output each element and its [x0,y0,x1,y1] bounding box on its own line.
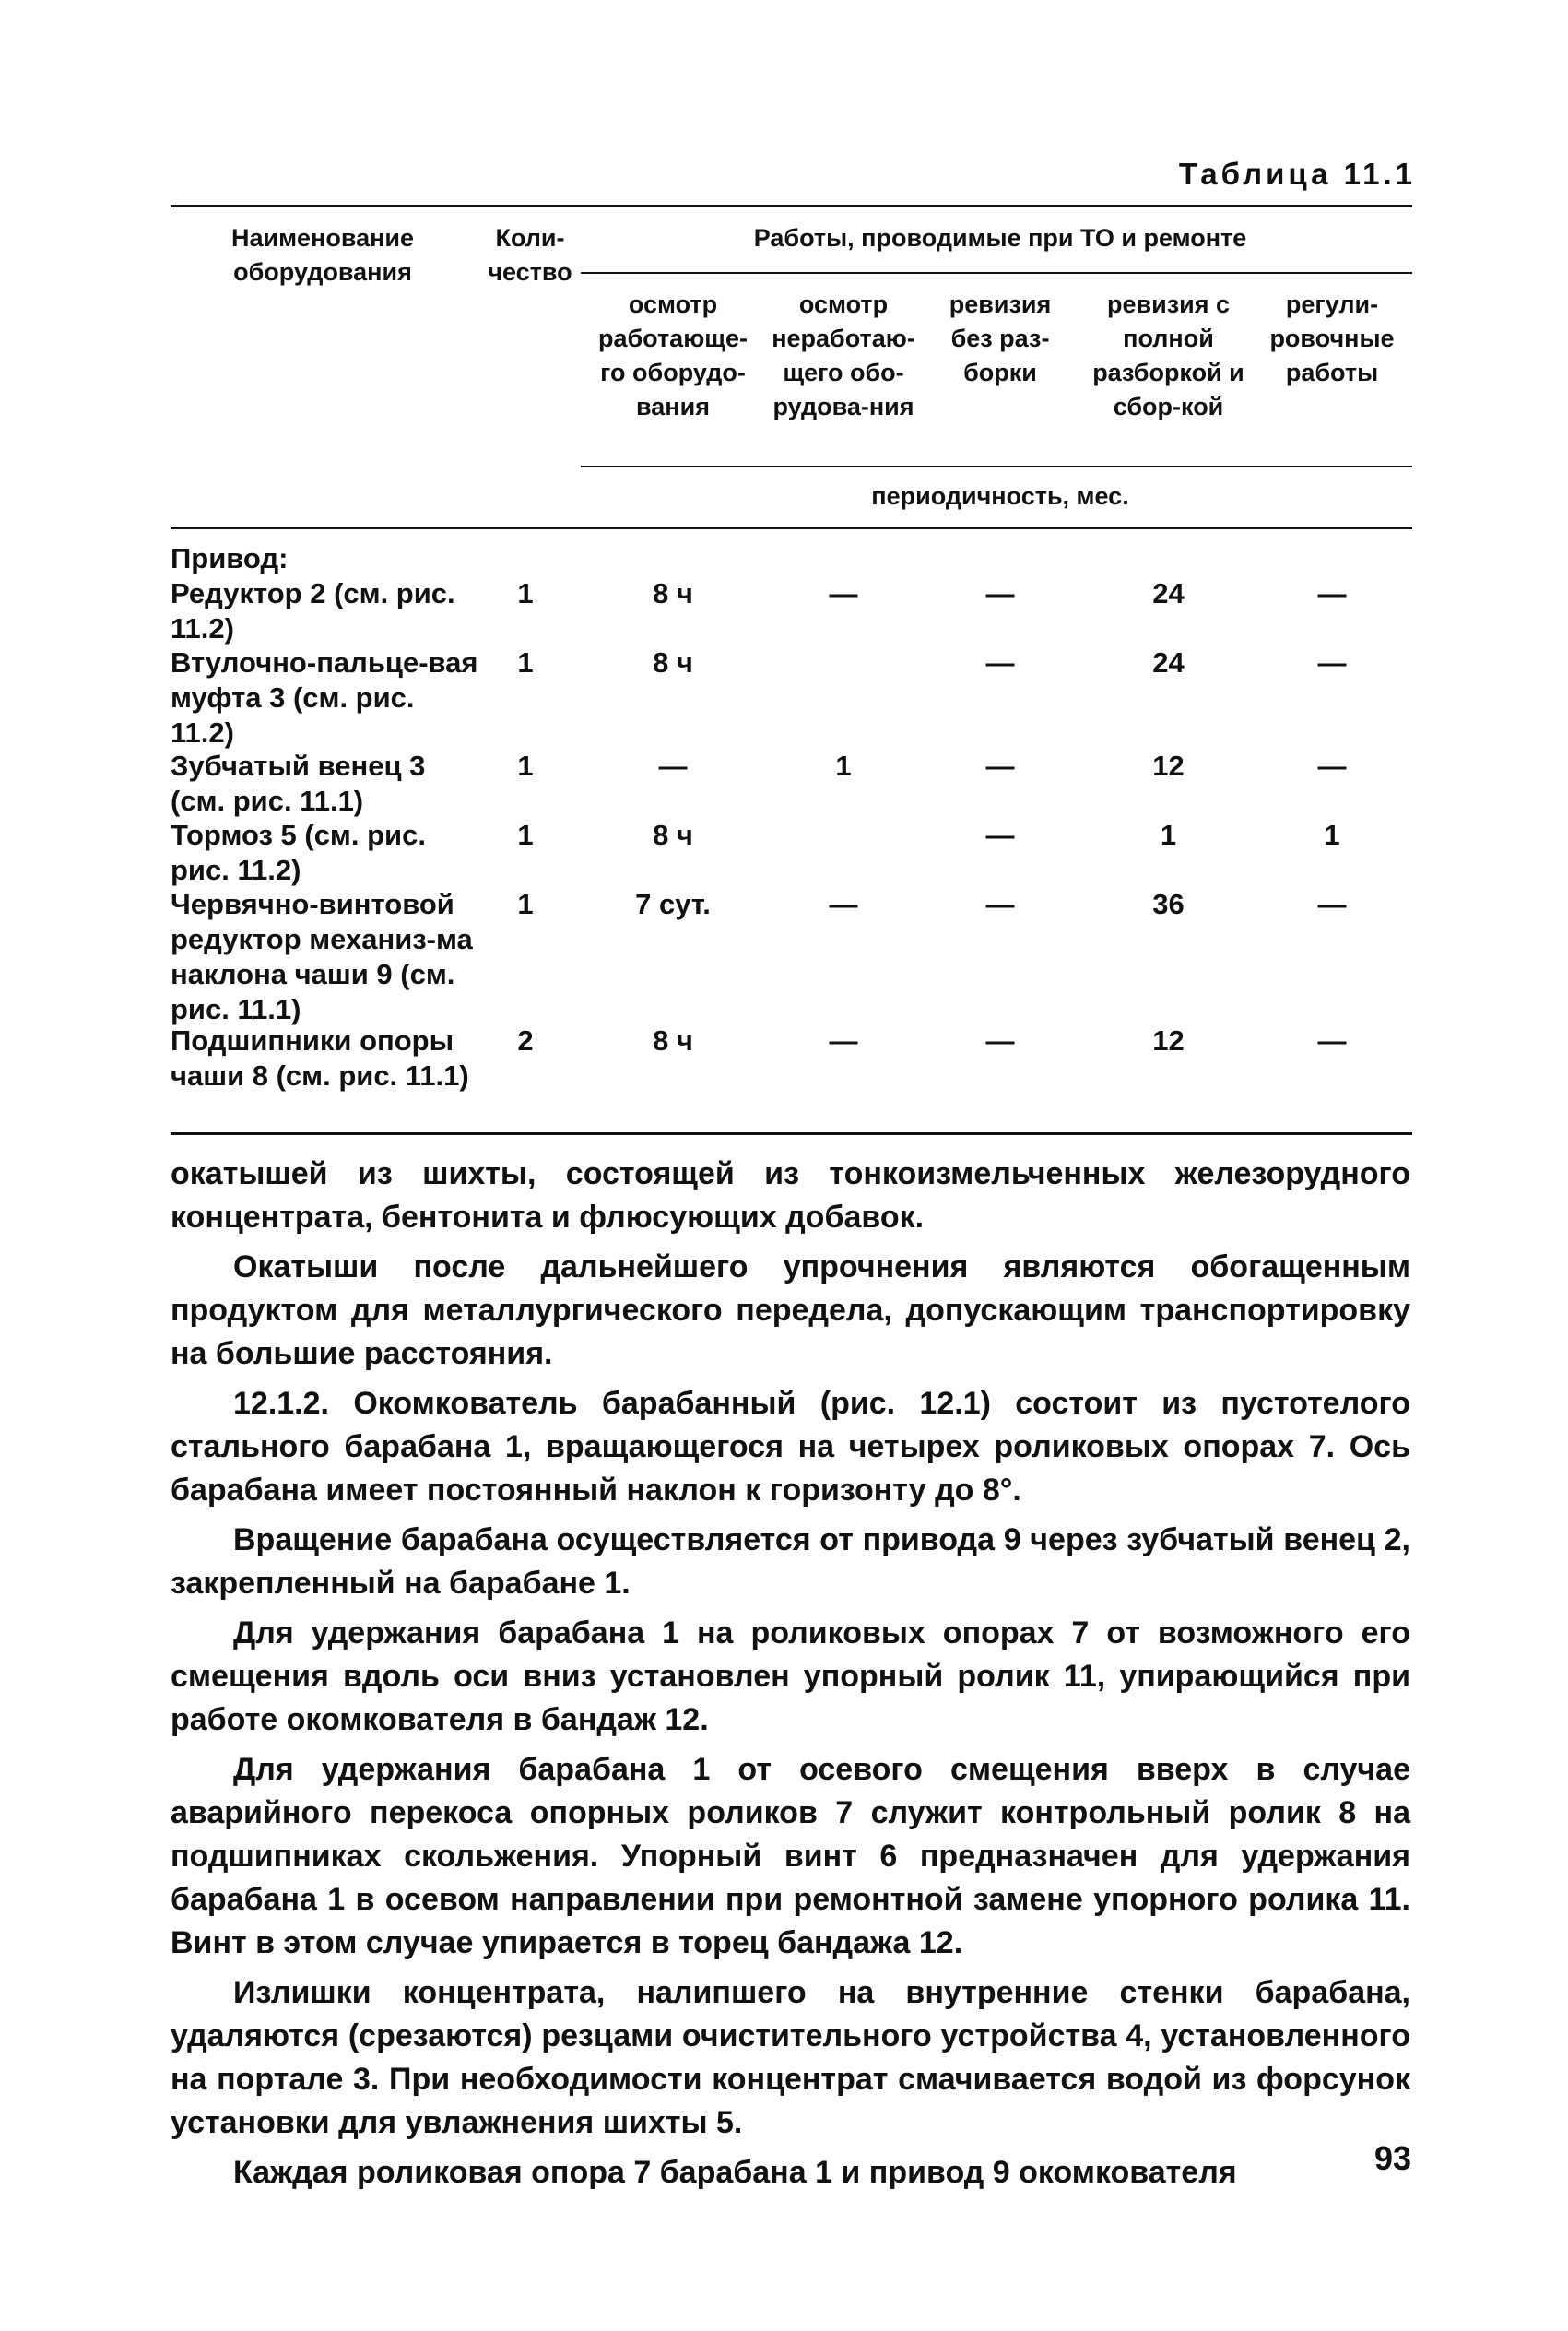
paragraph: окатышей из шихты, состоящей из тонкоизмельченных железорудного концентрата, бентонита и флюсующих добавок. [171,1156,1410,1235]
row-col-3: — [985,888,1015,920]
paragraph: Вращение барабана осуществляется от привода 9 через зубчатый венец 2, закрепленный на барабане 1. [171,1522,1410,1601]
row-col-1: — [658,750,688,782]
row-col-5: — [1317,888,1347,920]
header-periodicity: периодичность, мес. [871,482,1129,510]
row-col-3: — [985,577,1015,609]
row-col-1: 8 ч [653,819,693,851]
row-qty: 1 [517,577,534,609]
row-col-2: 1 [835,750,852,782]
row-name: Редуктор 2 (см. рис. 11.2) [171,577,455,645]
row-col-1: 8 ч [653,646,693,679]
row-col-1: 8 ч [653,1024,693,1057]
group-label: Привод: [171,542,289,574]
paragraph: Излишки концентрата, налипшего на внутренние стенки барабана, удаляются (срезаются) резцами очистительного устройства 4, установленного на портале 3. При необходимости концентрат смачивается водой из форсунок установки для увлажнения шихты 5. [171,1975,1410,2140]
row-col-5: — [1317,1024,1347,1057]
paragraph: Окатыши после дальнейшего упрочнения являются обогащенным продуктом для металлургического передела, допускающим транспортировку на большие расстояния. [171,1249,1410,1371]
paragraph: Каждая роликовая опора 7 барабана 1 и привод 9 окомкователя [233,2155,1237,2190]
row-col-1: 8 ч [653,577,693,609]
row-col-2: — [829,577,858,609]
row-col-3: — [985,1024,1015,1057]
row-name: Зубчатый венец 3 (см. рис. 11.1) [171,750,426,817]
header-quantity: Коли-чество [488,224,572,286]
row-qty: 1 [517,819,534,851]
header-col-5: регули-ровочные работы [1269,290,1395,386]
row-qty: 1 [517,888,534,920]
row-col-4: 12 [1152,750,1185,782]
paragraph: Для удержания барабана 1 от осевого смещения вверх в случае аварийного перекоса опорных роликов 7 служит контрольный ролик 8 на подшипниках скольжения. Упорный винт 6 предназначен для удержания барабана 1 в осевом направлении при ремонтной замене упорного ролика 11. Винт в этом случае упирается в торец бандажа 12. [171,1752,1410,1960]
row-col-4: 36 [1152,888,1185,920]
row-qty: 2 [517,1024,534,1057]
table-top-rule [171,205,1412,207]
row-col-4: 12 [1152,1024,1185,1057]
header-col-3: ревизия без раз-борки [949,290,1052,386]
row-col-5: — [1317,646,1347,679]
table-caption: Таблица 11.1 [1178,157,1416,191]
row-col-4: 24 [1152,646,1185,679]
row-name: Втулочно-пальце-вая муфта 3 (см. рис. 11.2) [171,646,478,749]
header-sub-rule [581,272,1412,274]
header-works: Работы, проводимые при ТО и ремонте [753,224,1247,252]
header-col-1: осмотр работающе-го оборудо-вания [597,290,749,420]
row-name: Червячно-винтовой редуктор механиз-ма наклона чаши 9 (см. рис. 11.1) [171,888,473,1025]
header-bottom-rule [171,527,1412,529]
header-equipment: Наименование оборудования [230,224,415,286]
row-col-5: — [1317,577,1347,609]
row-col-2: — [829,1024,858,1057]
paragraph: Для удержания барабана 1 на роликовых опорах 7 от возможного его смещения вдоль оси вниз установлен упорный ролик 11, упирающийся при работе окомкователя в бандаж 12. [171,1615,1410,1737]
row-name: Тормоз 5 (см. рис. рис. 11.2) [171,819,426,886]
table-bottom-rule [171,1132,1412,1135]
row-col-3: — [985,819,1015,851]
row-col-5: — [1317,750,1347,782]
row-col-1: 7 сут. [635,888,711,920]
row-col-3: — [985,750,1015,782]
header-col-2: осмотр неработаю-щего обо-рудова-ния [772,290,915,420]
body-text [171,1153,1410,2201]
page-number: 93 [1373,2139,1411,2177]
header-col-4: ревизия с полной разборкой и сбор-кой [1092,290,1244,420]
row-col-3: — [985,646,1015,679]
row-col-4: 1 [1160,819,1177,851]
row-col-2: — [829,888,858,920]
row-qty: 1 [517,750,534,782]
row-col-4: 24 [1152,577,1185,609]
header-period-rule [581,466,1412,467]
row-name: Подшипники опоры чаши 8 (см. рис. 11.1) [171,1024,469,1092]
row-qty: 1 [517,646,534,679]
row-col-5: 1 [1324,819,1340,851]
paragraph: 12.1.2. Окомкователь барабанный (рис. 12.1) состоит из пустотелого стального барабана 1, вращающегося на четырех роликовых опорах 7. Ось барабана имеет постоянный наклон к горизонту до 8°. [171,1386,1410,1508]
